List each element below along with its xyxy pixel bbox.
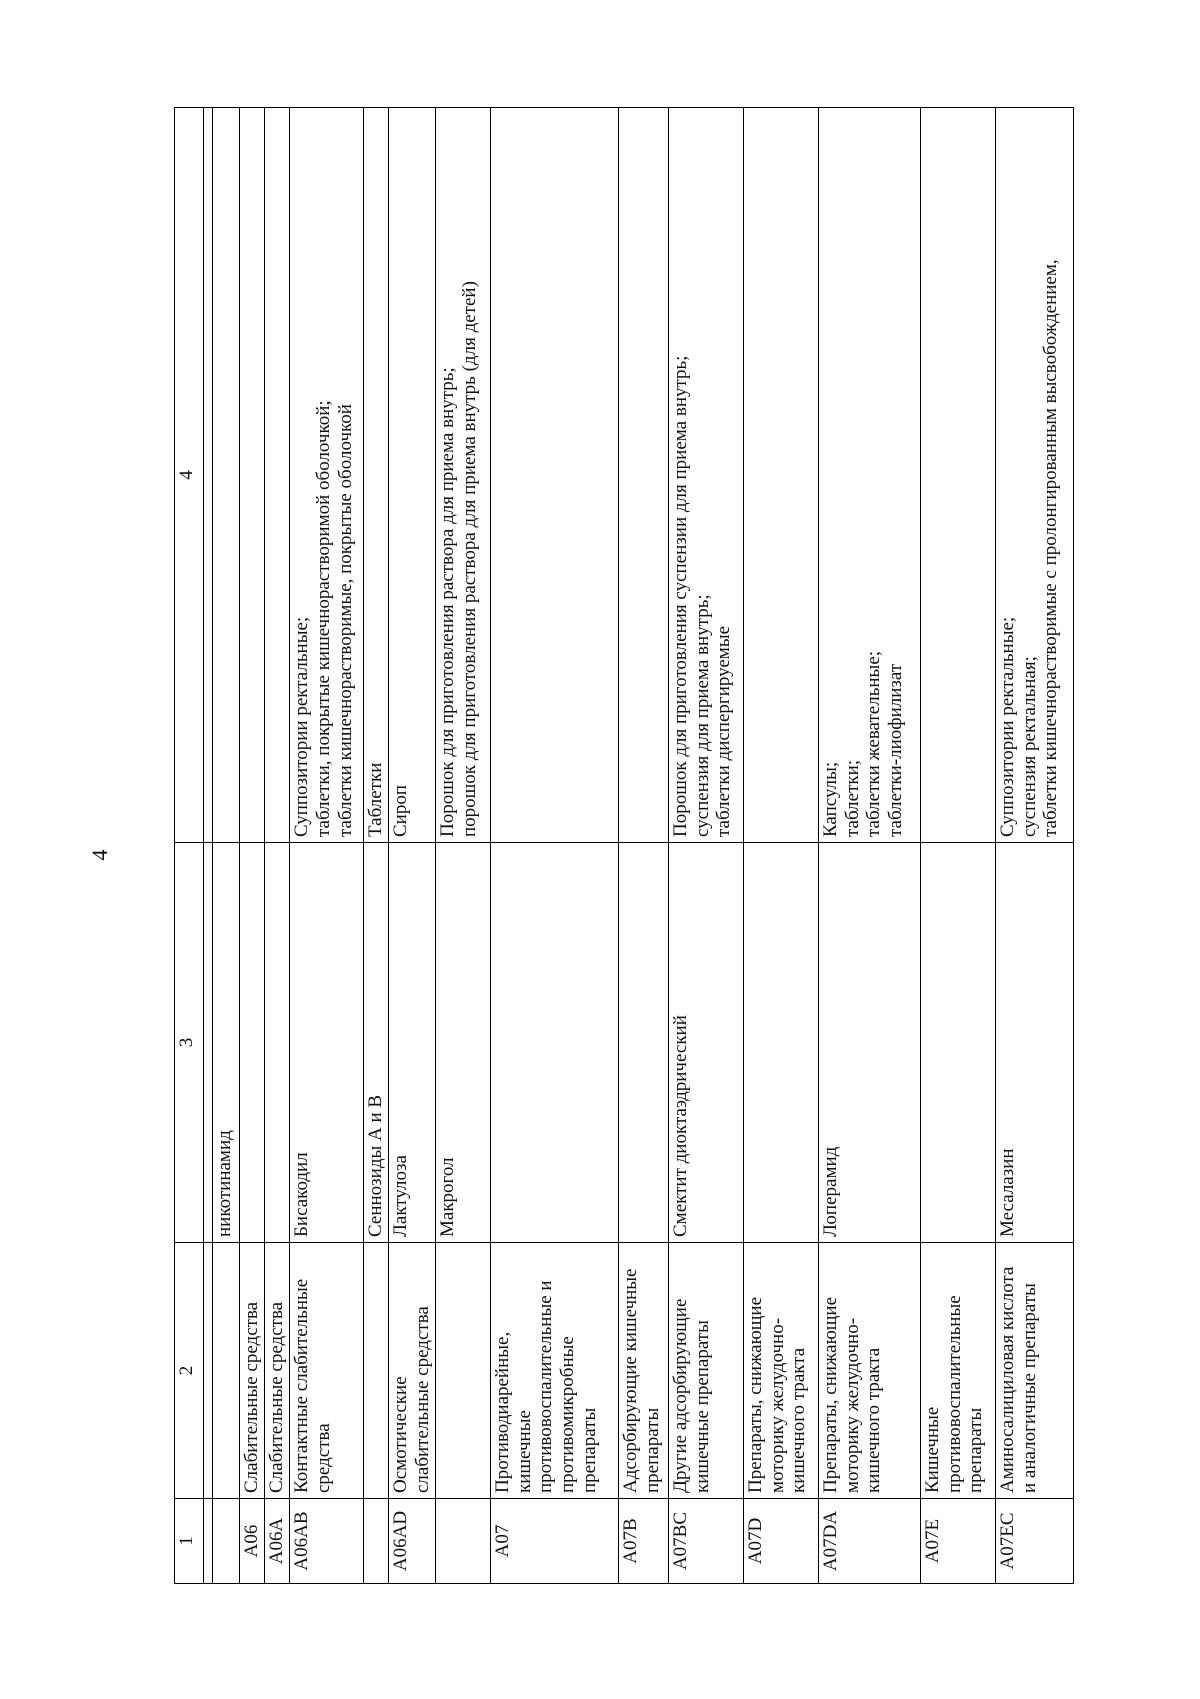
drug-cell [618, 843, 668, 1243]
table-row [818, 108, 920, 1584]
group-cell: Препараты, снижающие моторику желудочно- кишечного тракта [818, 1243, 920, 1499]
code-cell: A07EC [995, 1499, 1073, 1584]
table-row [618, 108, 668, 1584]
group-cell [435, 1243, 490, 1499]
forms-cell [240, 108, 265, 843]
header-col-3: 3 [175, 843, 204, 1243]
group-cell: Противодиарейные, кишечные противовоспалительные и противомикробные препараты [490, 1243, 618, 1499]
code-cell: A06AB [290, 1499, 364, 1584]
table-row [490, 108, 618, 1584]
drug-cell [240, 843, 265, 1243]
group-cell [213, 1243, 240, 1499]
drug-cell [490, 843, 618, 1243]
code-cell: A07 [490, 1499, 618, 1584]
forms-cell: Капсулы; таблетки; таблетки жевательные; таблетки-лиофилизат [818, 108, 920, 843]
table-row [213, 108, 240, 1584]
table-row [920, 108, 995, 1584]
code-cell: A07DA [818, 1499, 920, 1584]
code-cell [364, 1499, 389, 1584]
forms-cell [920, 108, 995, 843]
forms-cell [618, 108, 668, 843]
group-cell: Контактные слабительные средства [290, 1243, 364, 1499]
code-cell: A07E [920, 1499, 995, 1584]
forms-cell [265, 108, 290, 843]
header-col-1: 1 [175, 1499, 204, 1584]
forms-cell: Суппозитории ректальные; таблетки, покрытые кишечнорастворимой оболочкой; таблетки кишечнорастворимые, покрытые оболочкой [290, 108, 364, 843]
drug-cell: Смектит диоктаэдрический [668, 843, 743, 1243]
table-row [240, 108, 265, 1584]
drug-cell: Макрогол [435, 843, 490, 1243]
code-cell [213, 1499, 240, 1584]
table-row [290, 108, 364, 1584]
code-cell: A07BC [668, 1499, 743, 1584]
table-row [265, 108, 290, 1584]
drug-cell: Лоперамид [818, 843, 920, 1243]
drug-cell [743, 843, 818, 1243]
drug-cell: Месалазин [995, 843, 1073, 1243]
group-cell [364, 1243, 389, 1499]
header-col-4: 4 [175, 108, 204, 843]
code-cell: A06 [240, 1499, 265, 1584]
spacer-row [204, 108, 213, 1584]
forms-cell: Сироп [389, 108, 436, 843]
table-row [389, 108, 436, 1584]
group-cell: Другие адсорбирующие кишечные препараты [668, 1243, 743, 1499]
rotated-page [174, 108, 1136, 1584]
code-cell: A07B [618, 1499, 668, 1584]
code-cell: A06A [265, 1499, 290, 1584]
group-cell: Осмотические слабительные средства [389, 1243, 436, 1499]
group-cell: Кишечные противовоспалительные препараты [920, 1243, 995, 1499]
page-number: 4 [87, 849, 112, 861]
forms-cell: Таблетки [364, 108, 389, 843]
drug-cell: Бисакодил [290, 843, 364, 1243]
group-cell: Слабительные средства [265, 1243, 290, 1499]
group-cell: Аминосалициловая кислота и аналогичные препараты [995, 1243, 1073, 1499]
table-row [668, 108, 743, 1584]
header-col-2: 2 [175, 1243, 204, 1499]
table-row [995, 108, 1073, 1584]
group-cell: Препараты, снижающие моторику желудочно- кишечного тракта [743, 1243, 818, 1499]
drug-cell [265, 843, 290, 1243]
code-cell [435, 1499, 490, 1584]
header-row [175, 108, 204, 1584]
code-cell: A06AD [389, 1499, 436, 1584]
drug-cell: Сеннозиды А и В [364, 843, 389, 1243]
drug-table [174, 107, 1074, 1584]
group-cell: Адсорбирующие кишечные препараты [618, 1243, 668, 1499]
forms-cell [743, 108, 818, 843]
forms-cell: Порошок для приготовления суспензии для приема внутрь; суспензия для приема внутрь; таблетки диспергируемые [668, 108, 743, 843]
code-cell: A07D [743, 1499, 818, 1584]
table-row [364, 108, 389, 1584]
group-cell: Слабительные средства [240, 1243, 265, 1499]
drug-cell: Лактулоза [389, 843, 436, 1243]
table-row [743, 108, 818, 1584]
forms-cell [490, 108, 618, 843]
drug-cell: никотинамид [213, 843, 240, 1243]
drug-cell [920, 843, 995, 1243]
forms-cell: Суппозитории ректальные; суспензия ректальная; таблетки кишечнорастворимые с пролонгированным высвобождением, [995, 108, 1073, 843]
forms-cell [213, 108, 240, 843]
table-row [435, 108, 490, 1584]
forms-cell: Порошок для приготовления раствора для приема внутрь; порошок для приготовления раствора для приема внутрь (для детей) [435, 108, 490, 843]
